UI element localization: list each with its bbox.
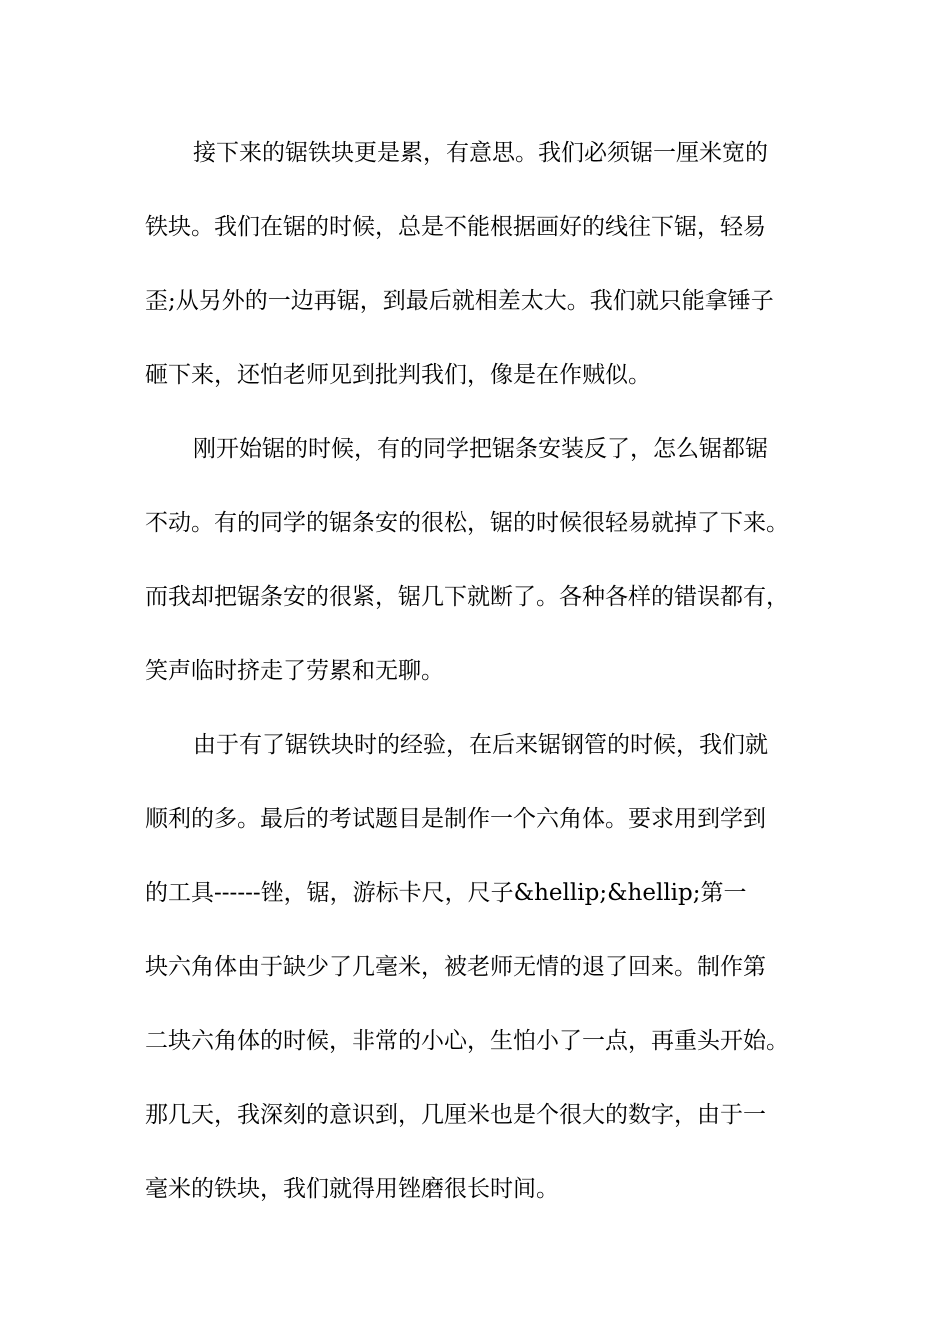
body-text [145,127,825,1237]
paragraph-line: 砸下来，还怕老师见到批判我们，像是在作贼似。 [145,362,651,388]
paragraph-line: 二块六角体的时候，非常的小心，生怕小了一点，再重头开始。 [145,1028,789,1054]
paragraph-line: 接下来的锯铁块更是累，有意思。我们必须锯一厘米宽的 [193,140,768,166]
paragraph-line: 顺利的多。最后的考试题目是制作一个六角体。要求用到学到 [145,806,766,832]
paragraph-line: 歪;从另外的一边再锯，到最后就相差太大。我们就只能拿锤子 [145,288,774,314]
paragraph [145,127,825,401]
paragraph-line: 笑声临时挤走了劳累和无聊。 [145,658,444,684]
paragraph-line: 铁块。我们在锯的时候，总是不能根据画好的线往下锯，轻易 [145,214,766,240]
paragraph-line: 块六角体由于缺少了几毫米，被老师无情的退了回来。制作第 [145,954,766,980]
paragraph [145,719,825,1215]
paragraph-line: 由于有了锯铁块时的经验，在后来锯钢管的时候，我们就 [193,732,768,758]
paragraph-line: 那几天，我深刻的意识到，几厘米也是个很大的数字，由于一 [145,1102,766,1128]
paragraph-line: 刚开始锯的时候，有的同学把锯条安装反了，怎么锯都锯 [193,436,768,462]
paragraph-line: 的工具------锉，锯，游标卡尺，尺子&hellip;&hellip;第一 [145,880,747,906]
paragraph [145,423,825,697]
paragraph-line: 不动。有的同学的锯条安的很松，锯的时候很轻易就掉了下来。 [145,510,789,536]
paragraph-line: 而我却把锯条安的很紧，锯几下就断了。各种各样的错误都有， [145,584,789,610]
paragraph-line: 毫米的铁块，我们就得用锉磨很长时间。 [145,1176,559,1202]
